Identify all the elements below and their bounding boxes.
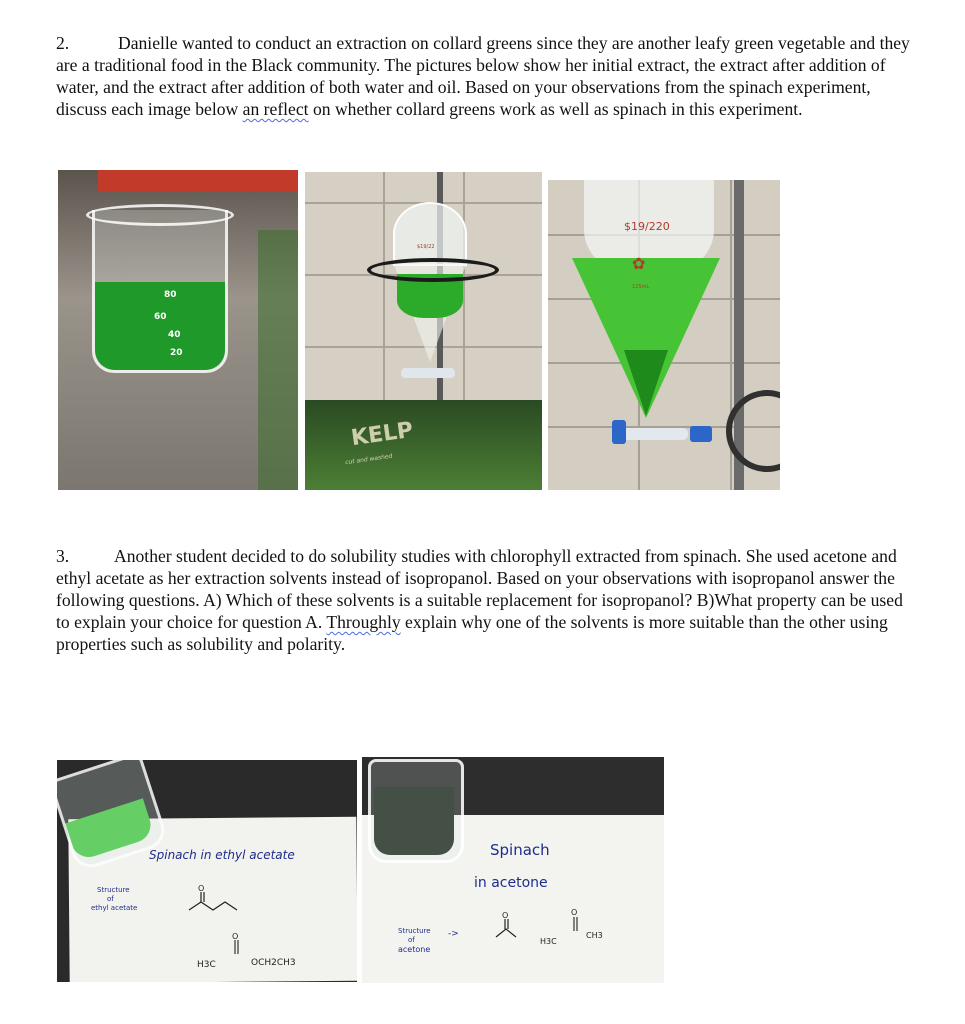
- structure-label-line-2: of: [107, 895, 114, 903]
- bag-label: KELP: [349, 417, 415, 452]
- structure-label-line-3: ethyl acetate: [91, 904, 138, 912]
- photo-spinach-ethyl-acetate: [57, 760, 357, 982]
- photo-extract-after-water: [305, 172, 542, 490]
- leaves: [258, 230, 298, 490]
- carbonyl-oxygen: O: [198, 884, 205, 893]
- greens-bag: [305, 400, 542, 490]
- ethyl-acetate-skeletal-structure: [185, 884, 247, 918]
- photo-initial-extract-beaker: [58, 170, 298, 490]
- formula-right-group: CH3: [586, 931, 603, 940]
- structure-label-line-1: Structure: [97, 886, 130, 894]
- graduation-60: 60: [154, 312, 167, 322]
- support-ring: [367, 258, 499, 282]
- question-3: [56, 545, 916, 655]
- joint-label: $19/22: [417, 244, 435, 250]
- question-2: [56, 32, 916, 120]
- handwritten-title-line-2: in acetone: [474, 875, 548, 891]
- question-2-number: 2.: [56, 33, 70, 53]
- red-object: [98, 170, 298, 192]
- graduation-80: 80: [164, 290, 177, 300]
- formula-right-group: OCH2CH3: [251, 958, 296, 968]
- svg-text:O: O: [502, 911, 509, 920]
- green-extract: [95, 282, 225, 370]
- photo-extract-after-water-and-oil: [548, 180, 780, 490]
- graduation-40: 40: [168, 330, 181, 340]
- structure-label-line-3: acetone: [398, 945, 431, 954]
- handwritten-title: Spinach in ethyl acetate: [149, 848, 295, 862]
- structure-label-line-2: of: [408, 936, 415, 944]
- question-3-text-end: explain why one of the solvents is more suitable than the other using properties such as solubility and polarity.: [56, 612, 888, 654]
- svg-text:O: O: [232, 932, 239, 941]
- question-3-text: Another student decided to do solubility studies with chlorophyll extracted from spinach. She used acetone and ethyl acetate as her extraction solvents instead of isopropanol. Based on your observations with isopropanol answer the following questions. A) Which of these solvents is a suitable replacement for isopropanol? B)What property can be used to explain your choice for question A.: [56, 546, 903, 632]
- carbonyl-group-drawing: [225, 930, 249, 960]
- funnel-bulb: [393, 202, 467, 266]
- formula-left-group: H3C: [540, 937, 557, 946]
- svg-text:O: O: [571, 908, 578, 917]
- stopcock: [618, 428, 688, 440]
- question-2-text-end: on whether collard greens work as well as spinach in this experiment.: [308, 99, 803, 119]
- stopcock-key: [690, 426, 712, 442]
- bag-sub-label: cut and washed: [344, 452, 393, 467]
- beaker: [368, 759, 464, 863]
- volume-label: 125mL: [632, 284, 650, 290]
- stopcock: [401, 368, 455, 378]
- question-3-number: 3.: [56, 546, 70, 566]
- question-3-flagged-text: Throughly: [326, 612, 401, 632]
- question-2-flagged-text: an reflect: [242, 99, 309, 119]
- lower-green-layer: [624, 350, 668, 416]
- maple-leaf-icon: ✿: [632, 256, 646, 273]
- graduation-20: 20: [170, 348, 183, 358]
- handwritten-title-line-1: Spinach: [490, 841, 550, 859]
- joint-label: $19/220: [624, 220, 670, 233]
- formula-left-group: H3C: [197, 960, 216, 970]
- stopcock-knob: [612, 420, 626, 444]
- question-2-text: Danielle wanted to conduct an extraction on collard greens since they are another leafy green vegetable and they are a traditional food in the Black community. The pictures below show her initial extract, the extract after addition of water, and the extract after addition of both water and oil. Based on your observations from the spinach experiment, discuss each image below: [56, 33, 910, 119]
- arrow: ->: [448, 929, 459, 939]
- beaker-rim: [86, 204, 234, 226]
- structure-label-line-1: Structure: [398, 927, 431, 935]
- acetone-skeletal-structure: [492, 907, 522, 941]
- photo-spinach-acetone: [362, 757, 664, 983]
- carbonyl-group-drawing: [566, 905, 586, 935]
